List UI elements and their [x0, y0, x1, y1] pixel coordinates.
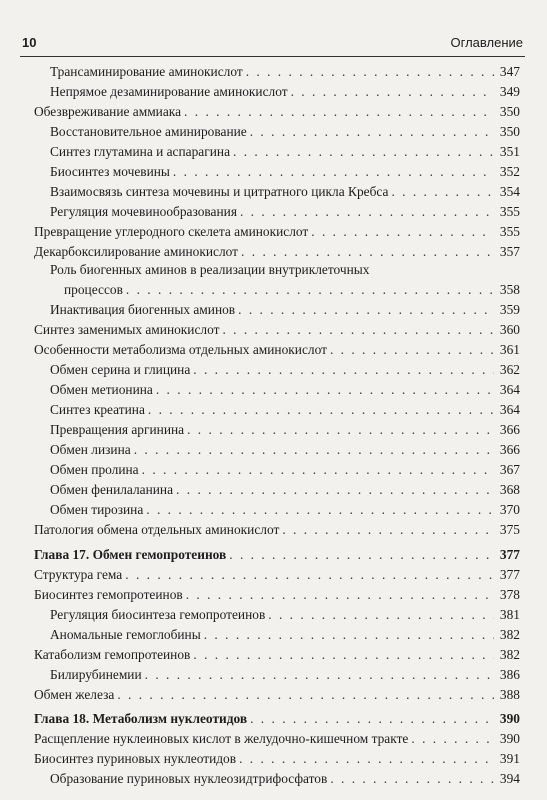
toc-entry: Превращения аргинина . . . 366	[50, 420, 520, 440]
toc-entry: Обмен фенилаланина . . . 368	[50, 480, 520, 500]
toc-entry: Синтез глутамина и аспарагина . . . 351	[50, 142, 520, 162]
toc-entry: Синтез креатина . . . 364	[50, 400, 520, 420]
toc-entry: Образование пуриновых нуклеозидтрифосфатов . . . 394	[50, 769, 520, 789]
toc-entry: Инактивация биогенных аминов . . . 359	[50, 300, 520, 320]
toc-entry: Регуляция биосинтеза гемопротеинов . . . 381	[50, 605, 520, 625]
page-number: 10	[22, 35, 37, 50]
toc-entry: процессов . . . 358	[64, 280, 520, 300]
toc-entry-title-line: Роль биогенных аминов в реализации внутриклеточных	[50, 262, 370, 277]
toc-chapter: Глава 17. Обмен гемопротеинов . . . 377	[34, 545, 520, 565]
toc-entry: Обмен пролина . . . 367	[50, 460, 520, 480]
toc-entry: Аномальные гемоглобины . . . 382	[50, 625, 520, 645]
toc-entry: Обмен серина и глицина . . . 362	[50, 360, 520, 380]
toc-entry: Биосинтез мочевины . . . 352	[50, 162, 520, 182]
toc-entry: Превращение углеродного скелета аминокислот . . . 355	[34, 222, 520, 242]
toc-entry: Обмен лизина . . . 366	[50, 440, 520, 460]
toc-entry: Декарбоксилирование аминокислот . . . 357	[34, 242, 520, 262]
toc-entry: Восстановительное аминирование . . . 350	[50, 122, 520, 142]
toc-entry: Особенности метаболизма отдельных аминокислот . . . 361	[34, 340, 520, 360]
section-title: Оглавление	[450, 35, 523, 50]
toc-chapter: Глава 18. Метаболизм нуклеотидов . . . 390	[34, 709, 520, 729]
toc-entry: Обмен железа . . . 388	[34, 685, 520, 705]
toc-entry: Трансаминирование аминокислот . . . 347	[50, 62, 520, 82]
running-header	[20, 32, 525, 57]
toc-entry: Структура гема . . . 377	[34, 565, 520, 585]
toc-entry: Расщепление нуклеиновых кислот в желудочно-кишечном тракте . . . 390	[34, 729, 520, 749]
toc-entry: Обезвреживание аммиака . . . 350	[34, 102, 520, 122]
toc-entry: Патология обмена отдельных аминокислот . . . 375	[34, 520, 520, 540]
toc-entry: Регуляция мочевинообразования . . . 355	[50, 202, 520, 222]
toc-entry: Биосинтез гемопротеинов . . . 378	[34, 585, 520, 605]
toc-entry: Синтез заменимых аминокислот . . . 360	[34, 320, 520, 340]
toc-entry: Непрямое дезаминирование аминокислот . . . 349	[50, 82, 520, 102]
toc-entry: Биосинтез пуриновых нуклеотидов . . . 391	[34, 749, 520, 769]
toc-entry: Билирубинемии . . . 386	[50, 665, 520, 685]
toc-entry: Катаболизм гемопротеинов . . . 382	[34, 645, 520, 665]
toc-entry: Обмен тирозина . . . 370	[50, 500, 520, 520]
toc-entry: Обмен метионина . . . 364	[50, 380, 520, 400]
toc-entry: Взаимосвязь синтеза мочевины и цитратного цикла Кребса . . . 354	[50, 182, 520, 202]
